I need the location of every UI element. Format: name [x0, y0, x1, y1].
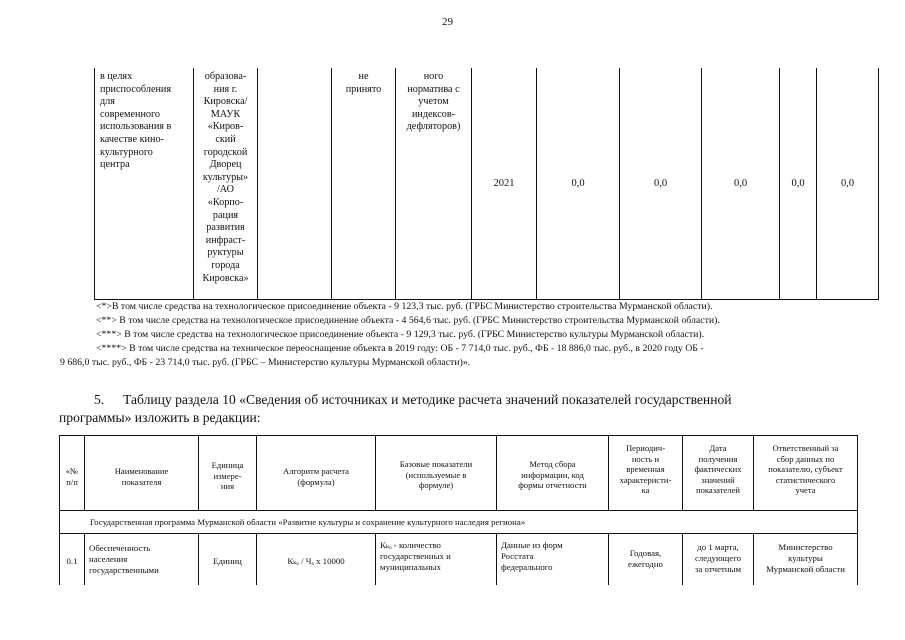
item-number: 5.	[94, 392, 105, 407]
status-cell: не принято	[345, 71, 382, 95]
normative-cell: ного норматива с учетом индексов- дефляторов)	[406, 71, 461, 133]
value-cell: 0,0	[653, 178, 668, 189]
item-text-line1: Таблицу раздела 10 «Сведения об источниках и методике расчета значений показателей государственной	[123, 392, 732, 407]
header-unit: Единица измере- ния	[211, 460, 244, 492]
header-name: Наименование показателя	[114, 466, 169, 487]
row-name: Обеспеченность населения государственными	[89, 543, 159, 575]
row-base: Кₖₒ - количество государственных и муниципальных	[380, 540, 451, 572]
value-cell: 0,0	[840, 178, 855, 189]
header-responsible: Ответственный за сбор данных по показателю, субъект статистического учета	[768, 443, 843, 496]
header-method: Метод сбора информации, код формы отчетности	[518, 459, 587, 491]
footnote: 9 686,0 тыс. руб., ФБ - 23 714,0 тыс. руб. (ГРБС – Министерство культуры Мурманской области)».	[60, 357, 471, 368]
footnote: <**> В том числе средства на технологическое присоединение объекта - 4 564,6 тыс. руб. (ГРБС Министерство строительства Мурманской области).	[96, 315, 720, 326]
row-date: до 1 марта, следующего за отчетным	[694, 542, 742, 574]
row-unit: Единиц	[213, 556, 242, 566]
footnote: <*>В том числе средства на технологическое присоединение объекта - 9 123,3 тыс. руб. (ГРБС Министерство строительства Мурманской области).	[96, 301, 713, 312]
row-responsible: Министерство культуры Мурманской области	[766, 542, 845, 574]
value-cell: 0,0	[733, 178, 748, 189]
executor-cell: образова- ния г. Кировска/ МАУК «Киров- ский городской Дворец культуры» /АО «Корпо- рация развития инфраст- руктуры города Кировска»	[202, 71, 249, 284]
footnote: <***> В том числе средства на технологическое присоединение объекта - 9 129,3 тыс. руб. (ГРБС Министерство культуры Мурманской области).	[96, 329, 705, 340]
header-formula: Алгоритм расчета (формула)	[283, 466, 349, 487]
header-period: Периодич- ность и временная характеристи- ка	[619, 443, 672, 496]
row-formula: Кₖₒ / Чₐ х 10000	[287, 556, 345, 566]
year-cell: 2021	[493, 178, 515, 189]
purpose-cell: в целях приспособления для современного использования в качестве кино- культурного центра	[100, 71, 172, 171]
row-method: Данные из форм Росстата федерального	[501, 540, 563, 572]
footnote: <****> В том числе средства на техническое переоснащение объекта в 2019 году: ОБ - 7 714,0 тыс. руб., ФБ - 18 886,0 тыс. руб., в 2020 году ОБ -	[96, 343, 704, 354]
value-cell: 0,0	[791, 178, 805, 189]
program-row: Государственная программа Мурманской области «Развитие культуры и сохранение культурного наследия региона»	[90, 517, 526, 527]
header-base: Базовые показатели (используемые в формуле)	[399, 459, 473, 491]
header-num: «№ п/п	[65, 466, 79, 487]
page-number: 29	[442, 16, 453, 28]
value-cell: 0,0	[571, 178, 585, 189]
header-date: Дата получения фактических значений показателей	[694, 443, 742, 496]
item-text-line2: программы» изложить в редакции:	[59, 410, 261, 425]
row-period: Годовая, ежегодно	[628, 548, 663, 569]
row-num: 0.1	[66, 556, 78, 566]
